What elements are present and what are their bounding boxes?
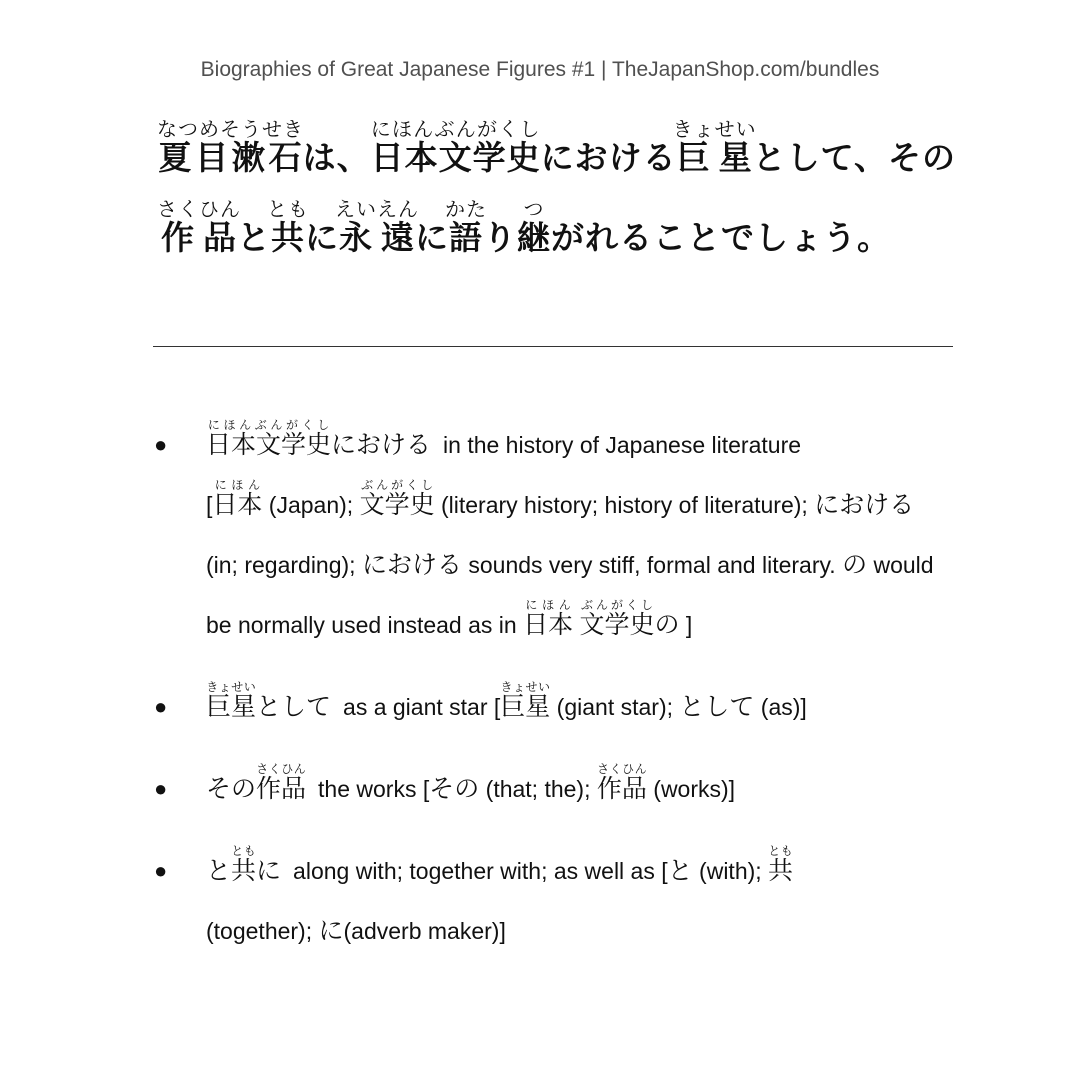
bullet-icon: ●	[154, 432, 168, 457]
divider-line	[153, 346, 953, 347]
ruby-eien: 永遠えいえん	[335, 197, 419, 257]
ruby-nihon-bungakushi: 日本文学史にほんぶんがくし	[370, 117, 541, 177]
bullet-icon: ●	[154, 694, 168, 719]
ruby-kata: 語かた	[445, 197, 487, 257]
ruby-tsu: 継つ	[517, 197, 551, 257]
ruby-sakuhin: 作品さくひん	[157, 197, 241, 257]
example-sentence: 夏目漱石なつめそうせきは、日本文学史にほんぶんがくしにおける巨星きょせいとして、その作品さくひんと共ともに永遠えいえんに語かたり継つがれることでしょう。	[157, 117, 956, 257]
list-item: ● 巨星きょせいとして as a giant star [巨星きょせい (giant star); として (as)]	[150, 677, 950, 737]
ruby-natsume: 夏目漱石なつめそうせき	[157, 117, 304, 177]
list-item: ● と共ともに along with; together with; as well as [と (with); 共とも (together); に(adverb maker)]	[150, 841, 950, 961]
list-item: ● 日本文学史にほんぶんがくしにおける in the history of Japanese literature [日本にほん (Japan); 文学史ぶんがくし (literary history; history of literature); における (in; regarding); における sounds very stiff, formal and literary. の would be normally used instead as in 日本にほん 文学史ぶんがくしの ]	[150, 415, 950, 655]
list-item: ● その作品さくひんthe works [その (that; the); 作品さくひん (works)]	[150, 759, 950, 819]
page-header: Biographies of Great Japanese Figures #1 | TheJapanShop.com/bundles	[200, 58, 880, 81]
bullet-icon: ●	[154, 776, 168, 801]
ruby-tomo: 共とも	[267, 197, 309, 257]
vocabulary-list	[150, 415, 950, 983]
bullet-icon: ●	[154, 858, 168, 883]
ruby-kyosei: 巨星きょせい	[672, 117, 757, 177]
